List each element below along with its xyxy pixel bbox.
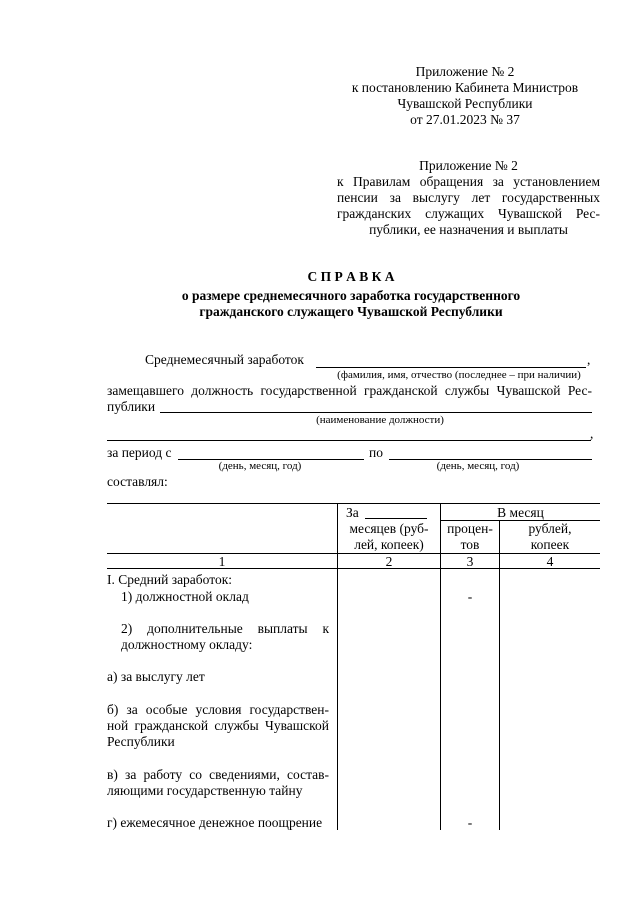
row-special-2: ной гражданской службы Чувашской — [107, 718, 329, 733]
fio-hint: (фамилия, имя, отчество (последнее – при наличии) — [337, 369, 581, 381]
appendix-1-line-3: Чувашской Республики — [397, 96, 533, 111]
period-from-label: за период с — [107, 445, 172, 460]
appendix-1-line-1: Приложение № 2 — [415, 64, 515, 79]
appendix-2-block — [337, 158, 600, 238]
appendix-1-line-2: к постановлению Кабинета Министров — [351, 80, 579, 95]
header-months-input[interactable] — [365, 518, 427, 519]
header-percent-2: тов — [460, 537, 480, 552]
col-num-3: 3 — [466, 554, 474, 569]
appendix-2-line-2: к Правилам обращения за установлением — [337, 174, 600, 189]
header-rubles-1: рублей, — [528, 521, 572, 536]
row-monthly-bonus-percent: - — [467, 815, 473, 830]
appendix-1-block — [330, 64, 600, 128]
position-input-line-2[interactable] — [107, 440, 591, 441]
period-to-label: по — [369, 445, 383, 460]
appendix-2-line-1: Приложение № 2 — [419, 158, 518, 173]
header-rubles-2: копеек — [530, 537, 570, 552]
fio-input-line[interactable] — [316, 367, 586, 368]
amounted-label: составлял: — [107, 474, 168, 489]
header-za: За — [346, 505, 359, 520]
position-line-1: замещавшего должность государственной гражданской службы Чувашской Рес- — [107, 383, 592, 398]
row-average-earnings: I. Средний заработок: — [107, 572, 233, 587]
row-monthly-bonus: г) ежемесячное денежное поощрение — [107, 815, 323, 830]
document-title: С П Р А В К А — [307, 269, 395, 284]
col-num-4: 4 — [546, 554, 554, 569]
appendix-2-line-5: публики, ее назначения и выплаты — [369, 222, 568, 237]
row-special-3: Республики — [107, 734, 175, 749]
appendix-2-line-3: пенсии за выслугу лет государственных — [337, 190, 600, 205]
document-subtitle-1: о размере среднемесячного заработка государственного — [181, 288, 521, 303]
row-additional-2: должностному окладу: — [121, 637, 253, 652]
position-hint: (наименование должности) — [316, 414, 444, 426]
row-additional-1: 2) дополнительные выплаты к — [121, 621, 329, 636]
document-subtitle-2: гражданского служащего Чувашской Республики — [199, 304, 503, 319]
table-top-border — [107, 503, 600, 504]
position-input-line[interactable] — [160, 412, 592, 413]
position-line-2: публики — [107, 399, 156, 414]
appendix-2-line-4: гражданских служащих Чувашской Рес- — [337, 206, 600, 221]
header-months-2: лей, копеек) — [354, 537, 424, 552]
fio-comma: , — [587, 352, 591, 367]
appendix-1-line-4: от 27.01.2023 № 37 — [410, 112, 520, 127]
row-secret-1: в) за работу со сведениями, состав- — [107, 767, 329, 782]
row-special-1: б) за особые условия государствен- — [107, 702, 329, 717]
position-comma: , — [590, 426, 594, 441]
earnings-label: Среднемесячный заработок — [145, 352, 304, 367]
header-per-month: В месяц — [497, 505, 544, 520]
col-num-1: 1 — [218, 554, 226, 569]
row-salary: 1) должностной оклад — [121, 589, 249, 604]
date-to-hint: (день, месяц, год) — [436, 460, 520, 472]
row-secret-2: ляющими государственную тайну — [107, 783, 303, 798]
row-seniority: а) за выслугу лет — [107, 669, 205, 684]
header-months-1: месяцев (руб- — [349, 521, 429, 536]
row-salary-percent: - — [467, 589, 473, 604]
col-num-2: 2 — [385, 554, 393, 569]
date-from-hint: (день, месяц, год) — [218, 460, 302, 472]
header-percent-1: процен- — [447, 521, 493, 536]
